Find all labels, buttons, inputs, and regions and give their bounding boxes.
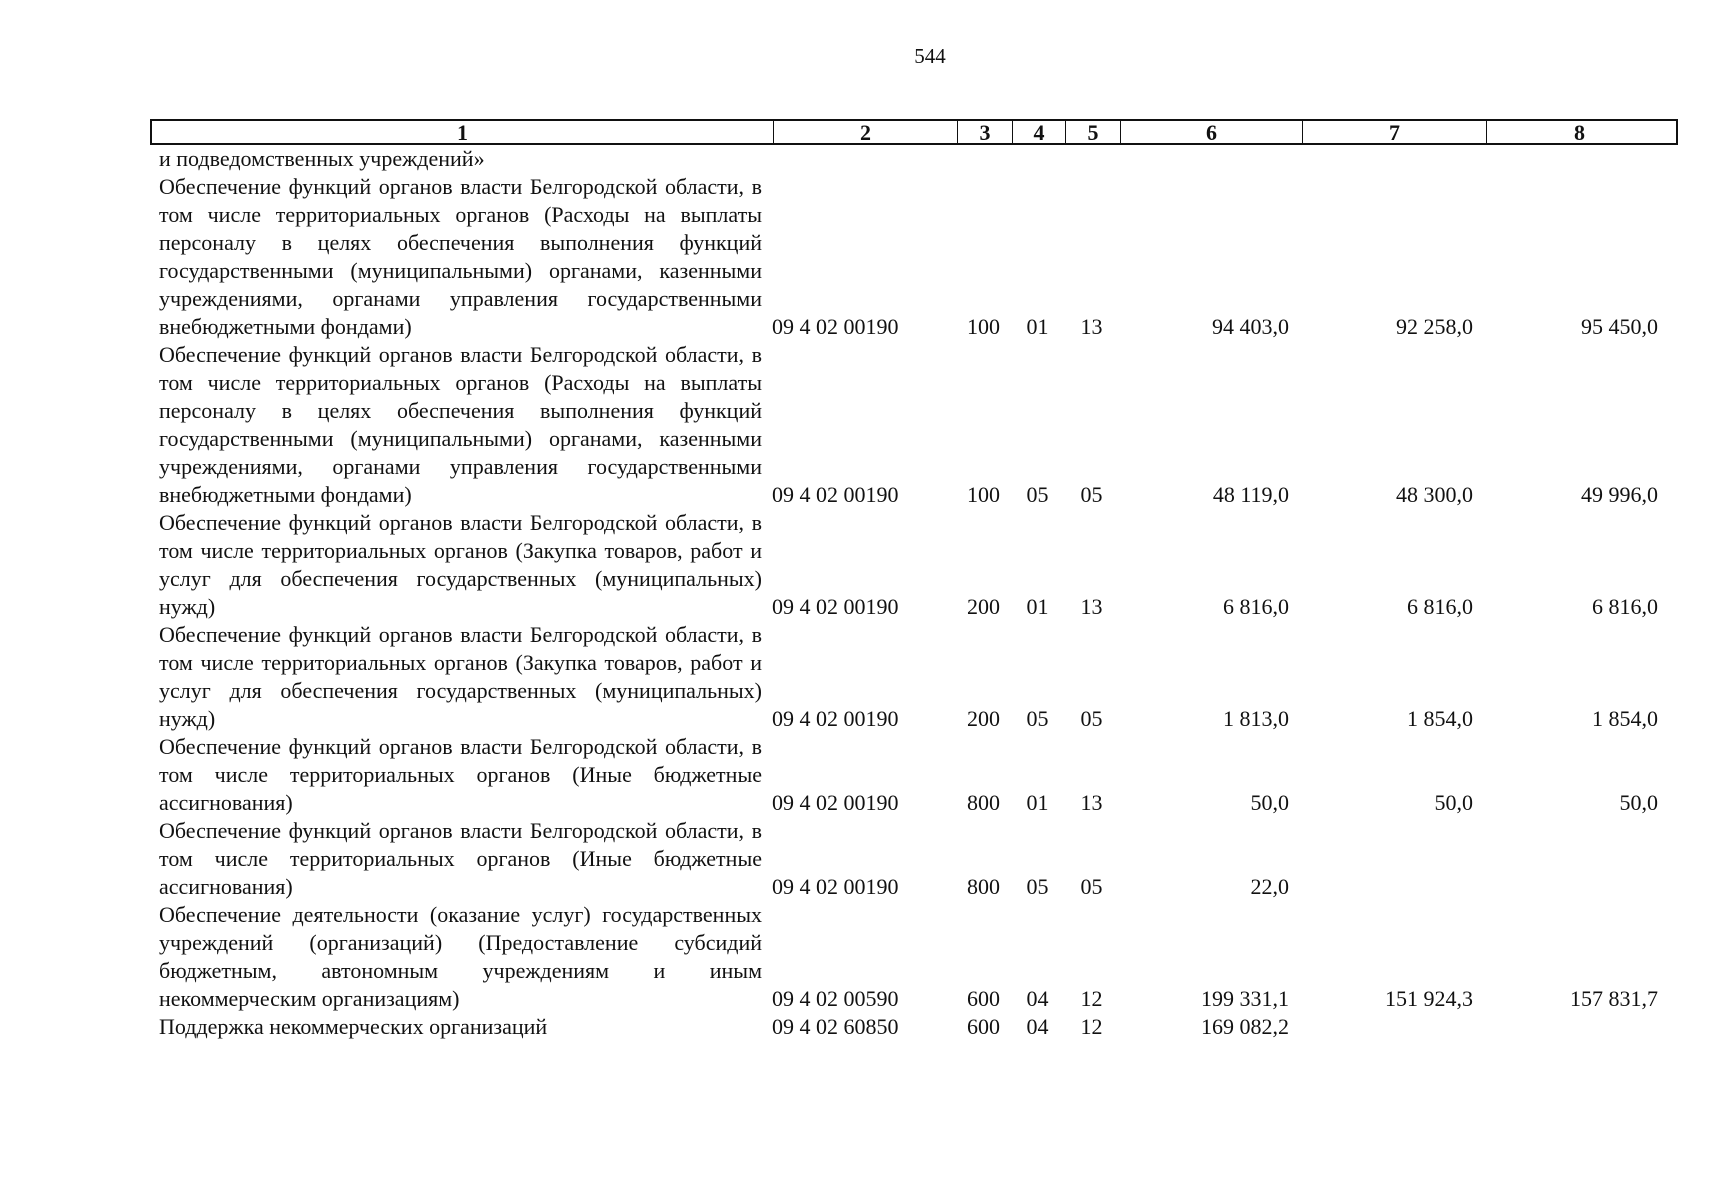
row-subsection: 05 <box>1080 874 1103 899</box>
table-row <box>150 173 1678 341</box>
row-sum-col-6: 94 403,0 <box>1212 314 1289 339</box>
row-expense-type: 200 <box>967 594 1000 619</box>
row-description: Обеспечение функций органов власти Белгородской области, в том числе территориальных органов (Расходы на выплаты персоналу в целях обеспечения выполнения функций государственными (муниципальными) органами, казенными учреждениями, органами управления государственными внебюджетными фондами) <box>159 342 762 507</box>
header-col-1: 1 <box>152 121 774 143</box>
row-subsection: 13 <box>1080 314 1103 339</box>
row-code: 09 4 02 00190 <box>772 594 899 619</box>
row-sum-col-6: 199 331,1 <box>1201 986 1289 1011</box>
row-sum-col-6: 1 813,0 <box>1223 706 1289 731</box>
row-section: 01 <box>1026 790 1049 815</box>
row-subsection: 12 <box>1080 986 1103 1011</box>
row-sum-col-8: 1 854,0 <box>1592 706 1658 731</box>
row-section: 01 <box>1026 314 1049 339</box>
table-row <box>150 901 1678 1013</box>
row-section: 04 <box>1026 1014 1049 1039</box>
table-row <box>150 341 1678 509</box>
row-sum-col-8: 95 450,0 <box>1581 314 1658 339</box>
row-description: Обеспечение функций органов власти Белгородской области, в том числе территориальных органов (Иные бюджетные ассигнования) <box>159 818 762 899</box>
row-section: 05 <box>1026 706 1049 731</box>
row-code: 09 4 02 00190 <box>772 874 899 899</box>
row-sum-col-8: 6 816,0 <box>1592 594 1658 619</box>
row-section: 04 <box>1026 986 1049 1011</box>
row-code: 09 4 02 00190 <box>772 790 899 815</box>
header-col-2: 2 <box>774 121 958 143</box>
row-sum-col-8: 157 831,7 <box>1570 986 1658 1011</box>
row-subsection: 13 <box>1080 594 1103 619</box>
row-expense-type: 600 <box>967 986 1000 1011</box>
row-description: Обеспечение функций органов власти Белгородской области, в том числе территориальных органов (Закупка товаров, работ и услуг для обеспечения государственных (муниципальных) нужд) <box>159 510 762 619</box>
row-sum-col-6: 6 816,0 <box>1223 594 1289 619</box>
header-col-6: 6 <box>1121 121 1303 143</box>
row-code: 09 4 02 00590 <box>772 986 899 1011</box>
row-description: Обеспечение функций органов власти Белгородской области, в том числе территориальных органов (Расходы на выплаты персоналу в целях обеспечения выполнения функций государственными (муниципальными) органами, казенными учреждениями, органами управления государственными внебюджетными фондами) <box>159 174 762 339</box>
row-description: Поддержка некоммерческих организаций <box>159 1014 548 1039</box>
row-description: Обеспечение функций органов власти Белгородской области, в том числе территориальных органов (Иные бюджетные ассигнования) <box>159 734 762 815</box>
row-subsection: 13 <box>1080 790 1103 815</box>
header-col-8: 8 <box>1574 120 1585 145</box>
header-col-5: 5 <box>1066 121 1121 143</box>
row-subsection: 12 <box>1080 1014 1103 1039</box>
row-sum-col-6: 22,0 <box>1250 874 1289 899</box>
row-sum-col-7: 151 924,3 <box>1385 986 1473 1011</box>
table-row <box>150 733 1678 817</box>
row-expense-type: 800 <box>967 790 1000 815</box>
row-sum-col-7: 1 854,0 <box>1407 706 1473 731</box>
row-code: 09 4 02 00190 <box>772 314 899 339</box>
budget-table <box>150 119 1678 1041</box>
row-section: 01 <box>1026 594 1049 619</box>
table-row-continued <box>150 145 1678 173</box>
row-sum-col-8: 50,0 <box>1619 790 1658 815</box>
row-sum-col-7: 92 258,0 <box>1396 314 1473 339</box>
table-row <box>150 621 1678 733</box>
table-body <box>150 145 1678 1041</box>
row-code: 09 4 02 00190 <box>772 706 899 731</box>
row-description: Обеспечение деятельности (оказание услуг) государственных учреждений (организаций) (Предоставление субсидий бюджетным, автономным учреждениям и иным некоммерческим организациям) <box>159 902 762 1011</box>
row-sum-col-8: 49 996,0 <box>1581 482 1658 507</box>
row-expense-type: 100 <box>967 482 1000 507</box>
table-row <box>150 817 1678 901</box>
row-section: 05 <box>1026 482 1049 507</box>
header-col-3: 3 <box>958 121 1013 143</box>
header-col-4: 4 <box>1013 121 1066 143</box>
row-sum-col-6: 50,0 <box>1250 790 1289 815</box>
row-expense-type: 100 <box>967 314 1000 339</box>
table-row <box>150 1013 1678 1041</box>
table-header <box>150 119 1678 145</box>
row-sum-col-6: 48 119,0 <box>1212 482 1289 507</box>
row-section: 05 <box>1026 874 1049 899</box>
row-expense-type: 200 <box>967 706 1000 731</box>
row-code: 09 4 02 60850 <box>772 1014 899 1039</box>
table-row <box>150 509 1678 621</box>
row-sum-col-7: 50,0 <box>1434 790 1473 815</box>
continued-description: и подведомственных учреждений» <box>159 146 485 171</box>
row-expense-type: 800 <box>967 874 1000 899</box>
page-number: 544 <box>914 44 946 68</box>
row-subsection: 05 <box>1080 482 1103 507</box>
row-sum-col-7: 48 300,0 <box>1396 482 1473 507</box>
row-subsection: 05 <box>1080 706 1103 731</box>
row-description: Обеспечение функций органов власти Белгородской области, в том числе территориальных органов (Закупка товаров, работ и услуг для обеспечения государственных (муниципальных) нужд) <box>159 622 762 731</box>
header-col-7: 7 <box>1303 121 1487 143</box>
row-expense-type: 600 <box>967 1014 1000 1039</box>
row-sum-col-6: 169 082,2 <box>1201 1014 1289 1039</box>
row-code: 09 4 02 00190 <box>772 482 899 507</box>
row-sum-col-7: 6 816,0 <box>1407 594 1473 619</box>
